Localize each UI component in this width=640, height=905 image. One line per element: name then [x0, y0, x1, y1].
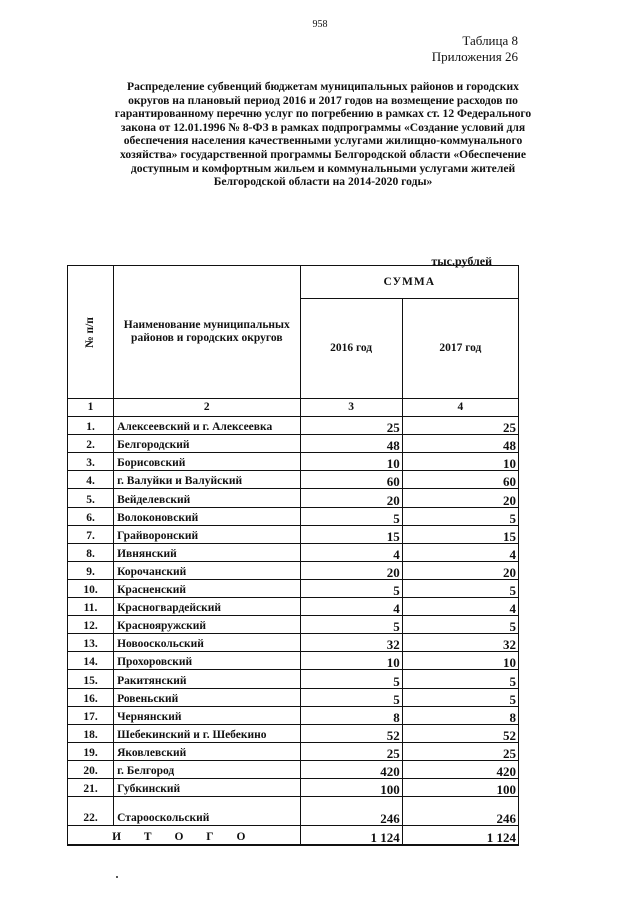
row-number: 15. — [68, 670, 114, 688]
row-value-2017: 20 — [402, 489, 518, 507]
row-number: 12. — [68, 616, 114, 634]
row-number: 16. — [68, 688, 114, 706]
table-body — [68, 417, 519, 826]
table-row — [68, 688, 519, 706]
row-value-2017: 5 — [402, 688, 518, 706]
table-row — [68, 453, 519, 471]
row-value-2017: 5 — [402, 579, 518, 597]
row-value-2016: 4 — [300, 543, 402, 561]
row-number: 9. — [68, 561, 114, 579]
table-row — [68, 797, 519, 826]
row-value-2016: 246 — [300, 797, 402, 826]
header-col-num-text: № п/п — [84, 316, 97, 348]
table-caption — [432, 33, 518, 65]
row-value-2016: 32 — [300, 634, 402, 652]
row-number: 2. — [68, 435, 114, 453]
table-row — [68, 616, 519, 634]
row-value-2016: 15 — [300, 525, 402, 543]
row-name: Борисовский — [114, 453, 300, 471]
row-name: Чернянский — [114, 706, 300, 724]
row-value-2016: 25 — [300, 417, 402, 435]
row-value-2016: 5 — [300, 688, 402, 706]
row-value-2017: 60 — [402, 471, 518, 489]
header-year-2017: 2017 год — [402, 299, 518, 399]
row-number: 8. — [68, 543, 114, 561]
row-value-2017: 4 — [402, 543, 518, 561]
table-row — [68, 742, 519, 760]
table-row — [68, 471, 519, 489]
table-row — [68, 634, 519, 652]
row-number: 20. — [68, 760, 114, 778]
row-name: Краснояружский — [114, 616, 300, 634]
row-value-2017: 25 — [402, 742, 518, 760]
row-number: 22. — [68, 797, 114, 826]
row-name: Шебекинский и г. Шебекино — [114, 724, 300, 742]
row-value-2016: 8 — [300, 706, 402, 724]
row-value-2016: 5 — [300, 616, 402, 634]
row-number: 21. — [68, 778, 114, 796]
row-value-2017: 10 — [402, 652, 518, 670]
row-number: 7. — [68, 525, 114, 543]
row-value-2017: 5 — [402, 507, 518, 525]
row-name: Яковлевский — [114, 742, 300, 760]
table-row — [68, 706, 519, 724]
row-number: 1. — [68, 417, 114, 435]
row-number: 17. — [68, 706, 114, 724]
row-value-2016: 420 — [300, 760, 402, 778]
row-value-2017: 52 — [402, 724, 518, 742]
row-value-2017: 5 — [402, 670, 518, 688]
row-value-2016: 20 — [300, 561, 402, 579]
table-row — [68, 525, 519, 543]
header-index-1: 1 — [68, 399, 114, 417]
row-name: Белгородский — [114, 435, 300, 453]
row-value-2017: 420 — [402, 760, 518, 778]
heading-line: Белгородской области на 2014-2020 годы» — [213, 175, 433, 189]
header-index-2: 2 — [114, 399, 300, 417]
subvention-table — [67, 265, 519, 846]
row-name: Ракитянский — [114, 670, 300, 688]
table-row — [68, 435, 519, 453]
heading-line: закона от 12.01.1996 № 8-ФЗ в рамках подпрограммы «Создание условий для — [120, 120, 526, 134]
row-number: 5. — [68, 489, 114, 507]
scan-speck — [116, 876, 118, 878]
table-row — [68, 543, 519, 561]
appendix-label: Приложения 26 — [431, 49, 518, 64]
row-number: 4. — [68, 471, 114, 489]
header-index-3: 3 — [300, 399, 402, 417]
row-name: Вейделевский — [114, 489, 300, 507]
row-value-2016: 20 — [300, 489, 402, 507]
row-value-2017: 100 — [402, 778, 518, 796]
row-number: 10. — [68, 579, 114, 597]
table-row — [68, 652, 519, 670]
units-label: тыс.рублей — [431, 254, 492, 268]
table-row — [68, 598, 519, 616]
row-value-2016: 5 — [300, 507, 402, 525]
row-name: Корочанский — [114, 561, 300, 579]
row-number: 18. — [68, 724, 114, 742]
total-2017: 1 124 — [402, 826, 518, 846]
header-col-num — [68, 266, 114, 399]
row-name: Новооскольский — [114, 634, 300, 652]
table-row — [68, 561, 519, 579]
row-name: Губкинский — [114, 778, 300, 796]
row-value-2016: 4 — [300, 598, 402, 616]
table-row — [68, 778, 519, 796]
row-name: Волоконовский — [114, 507, 300, 525]
table-label: Таблица 8 — [462, 33, 518, 48]
total-2016: 1 124 — [300, 826, 402, 846]
row-name: Алексеевский и г. Алексеевка — [114, 417, 300, 435]
table-row — [68, 760, 519, 778]
row-value-2016: 100 — [300, 778, 402, 796]
row-value-2016: 25 — [300, 742, 402, 760]
row-name: г. Белгород — [114, 760, 300, 778]
table-row — [68, 507, 519, 525]
row-number: 14. — [68, 652, 114, 670]
row-name: Ивнянский — [114, 543, 300, 561]
row-value-2017: 246 — [402, 797, 518, 826]
row-value-2016: 10 — [300, 652, 402, 670]
row-number: 19. — [68, 742, 114, 760]
row-value-2017: 8 — [402, 706, 518, 724]
row-value-2017: 48 — [402, 435, 518, 453]
table-row — [68, 579, 519, 597]
row-number: 11. — [68, 598, 114, 616]
row-number: 13. — [68, 634, 114, 652]
row-name: г. Валуйки и Валуйский — [114, 471, 300, 489]
row-name: Прохоровский — [114, 652, 300, 670]
table-row — [68, 489, 519, 507]
total-row — [68, 826, 519, 846]
row-number: 3. — [68, 453, 114, 471]
row-value-2017: 5 — [402, 616, 518, 634]
table-row — [68, 724, 519, 742]
row-name: Красногвардейский — [114, 598, 300, 616]
heading-line: округов на плановый период 2016 и 2017 годов на возмещение расходов по — [128, 93, 518, 107]
row-value-2016: 48 — [300, 435, 402, 453]
heading-line: Распределение субвенций бюджетам муниципальных районов и городских — [127, 80, 519, 93]
heading-line: гарантированному перечню услуг по погребению в рамках ст. 12 Федерального — [114, 107, 532, 121]
row-number: 6. — [68, 507, 114, 525]
row-name: Ровеньский — [114, 688, 300, 706]
row-name: Красненский — [114, 579, 300, 597]
header-index-4: 4 — [402, 399, 518, 417]
heading-line: хозяйства» государственной программы Белгородской области «Обеспечение — [119, 147, 527, 161]
row-value-2017: 20 — [402, 561, 518, 579]
row-value-2017: 4 — [402, 598, 518, 616]
row-name: Старооскольский — [114, 797, 300, 826]
row-value-2017: 25 — [402, 417, 518, 435]
table-row — [68, 417, 519, 435]
row-value-2017: 15 — [402, 525, 518, 543]
row-name: Грайворонский — [114, 525, 300, 543]
row-value-2017: 10 — [402, 453, 518, 471]
header-col-name: Наименование муниципальных районов и городских округов — [114, 266, 300, 399]
row-value-2016: 52 — [300, 724, 402, 742]
heading-line: доступным и комфортным жильем и коммунальными услугами жителей — [130, 161, 516, 175]
header-sum: СУММА — [300, 266, 519, 299]
heading-line: обеспечения населения качественными услугами жилищно-коммунального — [123, 134, 523, 148]
total-label: И Т О Г О — [68, 826, 301, 846]
row-value-2017: 32 — [402, 634, 518, 652]
header-year-2016: 2016 год — [300, 299, 402, 399]
row-value-2016: 5 — [300, 579, 402, 597]
row-value-2016: 10 — [300, 453, 402, 471]
page-number: 958 — [312, 19, 328, 30]
row-value-2016: 5 — [300, 670, 402, 688]
row-value-2016: 60 — [300, 471, 402, 489]
document-heading — [70, 80, 576, 189]
table-row — [68, 670, 519, 688]
